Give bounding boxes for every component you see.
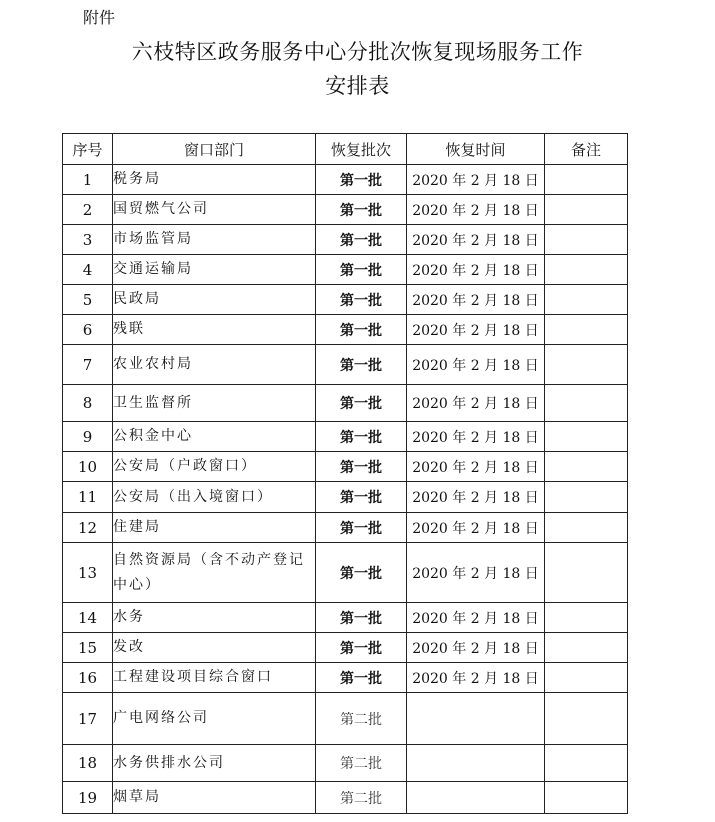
row-batch: 第一批 [316, 663, 407, 693]
row-note [545, 225, 628, 255]
table-row [63, 452, 628, 482]
row-batch: 第一批 [316, 225, 407, 255]
row-dept: 公积金中心 [113, 422, 316, 452]
table-row [63, 633, 628, 663]
row-seq: 17 [63, 693, 113, 745]
row-batch: 第一批 [316, 452, 407, 482]
row-dept: 交通运输局 [113, 255, 316, 285]
row-batch: 第一批 [316, 285, 407, 315]
row-batch: 第二批 [316, 782, 407, 814]
row-seq: 10 [63, 452, 113, 482]
row-batch: 第一批 [316, 482, 407, 513]
row-note [545, 165, 628, 195]
table-row [63, 195, 628, 225]
row-dept: 烟草局 [113, 782, 316, 814]
table-header-row [63, 134, 628, 165]
table-row [63, 513, 628, 543]
row-dept: 广电网络公司 [113, 693, 316, 745]
row-dept: 卫生监督所 [113, 385, 316, 422]
table-row [63, 225, 628, 255]
row-seq: 9 [63, 422, 113, 452]
row-seq: 16 [63, 663, 113, 693]
row-seq: 5 [63, 285, 113, 315]
row-time: 2020 年 2 月 18 日 [407, 195, 545, 225]
row-seq: 12 [63, 513, 113, 543]
row-time: 2020 年 2 月 18 日 [407, 633, 545, 663]
row-time: 2020 年 2 月 18 日 [407, 663, 545, 693]
row-note [545, 603, 628, 633]
row-seq: 4 [63, 255, 113, 285]
row-dept: 公安局（户政窗口） [113, 452, 316, 482]
row-seq: 1 [63, 165, 113, 195]
row-dept: 工程建设项目综合窗口 [113, 663, 316, 693]
row-dept: 水务 [113, 603, 316, 633]
row-batch: 第二批 [316, 693, 407, 745]
row-seq: 8 [63, 385, 113, 422]
row-note [545, 745, 628, 782]
row-note [545, 385, 628, 422]
row-dept: 水务供排水公司 [113, 745, 316, 782]
row-seq: 14 [63, 603, 113, 633]
row-note [545, 255, 628, 285]
header-time: 恢复时间 [407, 134, 545, 165]
schedule-table [62, 133, 628, 814]
row-note [545, 195, 628, 225]
table-row [63, 745, 628, 782]
row-batch: 第一批 [316, 315, 407, 345]
table-row [63, 603, 628, 633]
document-title: 六枝特区政务服务中心分批次恢复现场服务工作 [131, 40, 584, 64]
row-note [545, 345, 628, 385]
row-batch: 第一批 [316, 422, 407, 452]
row-seq: 3 [63, 225, 113, 255]
table-body [63, 165, 628, 814]
row-dept: 自然资源局（含不动产登记中心） [113, 543, 316, 603]
row-note [545, 452, 628, 482]
row-seq: 15 [63, 633, 113, 663]
row-note [545, 543, 628, 603]
header-dept: 窗口部门 [113, 134, 316, 165]
document-title-line2: 安排表 [325, 74, 390, 98]
row-dept: 民政局 [113, 285, 316, 315]
row-note [545, 782, 628, 814]
row-batch: 第一批 [316, 165, 407, 195]
table-row [63, 782, 628, 814]
row-dept: 市场监管局 [113, 225, 316, 255]
row-note [545, 285, 628, 315]
row-time [407, 745, 545, 782]
row-time: 2020 年 2 月 18 日 [407, 225, 545, 255]
table-row [63, 482, 628, 513]
row-note [545, 693, 628, 745]
row-note [545, 482, 628, 513]
table-row [63, 165, 628, 195]
row-dept: 公安局（出入境窗口） [113, 482, 316, 513]
row-dept: 国贸燃气公司 [113, 195, 316, 225]
row-note [545, 633, 628, 663]
header-note: 备注 [545, 134, 628, 165]
header-batch: 恢复批次 [316, 134, 407, 165]
row-batch: 第一批 [316, 345, 407, 385]
row-time: 2020 年 2 月 18 日 [407, 513, 545, 543]
row-seq: 13 [63, 543, 113, 603]
row-time [407, 693, 545, 745]
header-seq: 序号 [63, 134, 113, 165]
row-note [545, 513, 628, 543]
row-time: 2020 年 2 月 18 日 [407, 543, 545, 603]
row-time: 2020 年 2 月 18 日 [407, 345, 545, 385]
row-dept: 残联 [113, 315, 316, 345]
row-dept: 农业农村局 [113, 345, 316, 385]
row-time: 2020 年 2 月 18 日 [407, 603, 545, 633]
row-seq: 11 [63, 482, 113, 513]
row-time [407, 782, 545, 814]
row-seq: 7 [63, 345, 113, 385]
table-row [63, 345, 628, 385]
table-row [63, 422, 628, 452]
table-row [63, 693, 628, 745]
row-dept: 发改 [113, 633, 316, 663]
attachment-label: 附件 [83, 8, 116, 27]
table-row [63, 285, 628, 315]
row-time: 2020 年 2 月 18 日 [407, 165, 545, 195]
row-note [545, 315, 628, 345]
row-dept: 税务局 [113, 165, 316, 195]
row-batch: 第一批 [316, 195, 407, 225]
table-row [63, 315, 628, 345]
table-row [63, 663, 628, 693]
table-row [63, 385, 628, 422]
row-seq: 2 [63, 195, 113, 225]
row-batch: 第一批 [316, 603, 407, 633]
row-batch: 第一批 [316, 543, 407, 603]
row-time: 2020 年 2 月 18 日 [407, 315, 545, 345]
row-dept: 住建局 [113, 513, 316, 543]
row-note [545, 663, 628, 693]
row-time: 2020 年 2 月 18 日 [407, 482, 545, 513]
table-row [63, 543, 628, 603]
row-batch: 第一批 [316, 385, 407, 422]
row-batch: 第一批 [316, 633, 407, 663]
row-seq: 19 [63, 782, 113, 814]
row-note [545, 422, 628, 452]
row-seq: 18 [63, 745, 113, 782]
row-seq: 6 [63, 315, 113, 345]
table-row [63, 255, 628, 285]
row-time: 2020 年 2 月 18 日 [407, 385, 545, 422]
row-time: 2020 年 2 月 18 日 [407, 422, 545, 452]
row-time: 2020 年 2 月 18 日 [407, 452, 545, 482]
row-batch: 第一批 [316, 513, 407, 543]
row-time: 2020 年 2 月 18 日 [407, 285, 545, 315]
row-time: 2020 年 2 月 18 日 [407, 255, 545, 285]
row-batch: 第一批 [316, 255, 407, 285]
row-batch: 第二批 [316, 745, 407, 782]
